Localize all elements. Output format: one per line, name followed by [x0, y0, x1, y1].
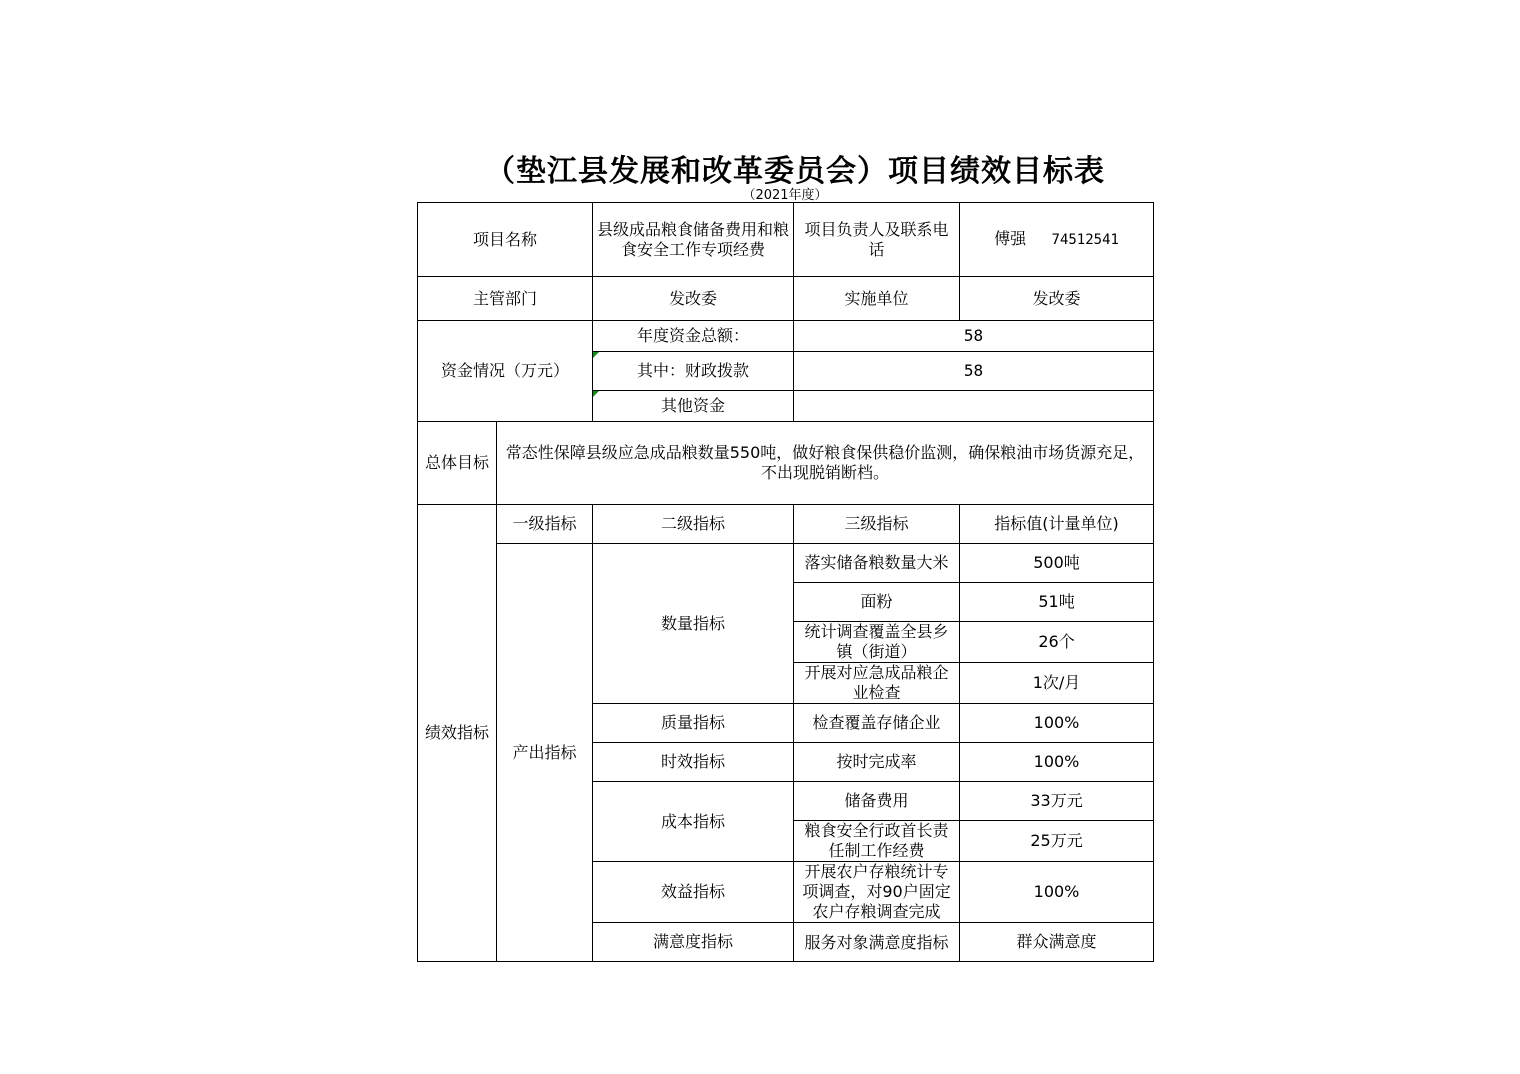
performance-table: [417, 202, 1154, 962]
benefit-label: 效益指标: [593, 862, 794, 923]
time-label: 时效指标: [593, 743, 794, 782]
quality-label: 质量指标: [593, 704, 794, 743]
cost-item-value: 33万元: [960, 782, 1154, 821]
project-name-label: 项目名称: [418, 203, 593, 277]
quantity-item-name: 统计调查覆盖全县乡镇（街道）: [794, 622, 960, 663]
funds-total-label: 年度资金总额：: [593, 321, 794, 352]
project-name-value: 县级成品粮食储备费用和粮食安全工作专项经费: [593, 203, 794, 277]
quantity-item-name: 面粉: [794, 583, 960, 622]
cost-label: 成本指标: [593, 782, 794, 862]
cost-item-name: 粮食安全行政首长责任制工作经费: [794, 821, 960, 862]
contact-phone: 74512541: [1051, 232, 1119, 248]
dept-value: 发改委: [593, 277, 794, 321]
funds-total-value: 58: [794, 321, 1154, 352]
project-name-row: [418, 203, 1154, 277]
indicator-header-row: [418, 505, 1154, 544]
funds-other-label: 其他资金: [593, 391, 794, 422]
col-level1: 一级指标: [497, 505, 593, 544]
funds-fiscal-value: 58: [794, 352, 1154, 391]
funds-fiscal-label: 其中：财政拨款: [593, 352, 794, 391]
contact-cell: [960, 203, 1154, 277]
quality-item-value: 100%: [960, 704, 1154, 743]
contact-name: 傅强: [994, 229, 1027, 248]
cost-item-name: 储备费用: [794, 782, 960, 821]
col-level3: 三级指标: [794, 505, 960, 544]
quantity-item-name: 开展对应急成品粮企业检查: [794, 663, 960, 704]
page-title: （垫江县发展和改革委员会）项目绩效目标表: [485, 154, 1105, 189]
quantity-item-value: 500吨: [960, 544, 1154, 583]
benefit-item-name: 开展农户存粮统计专项调查，对90户固定农户存粮调查完成: [794, 862, 960, 923]
time-item-value: 100%: [960, 743, 1154, 782]
quantity-item-value: 26个: [960, 622, 1154, 663]
funds-total-row: [418, 321, 1154, 352]
goal-text: 常态性保障县级应急成品粮数量550吨，做好粮食保供稳价监测，确保粮油市场货源充足，不出现脱销断档。: [497, 422, 1154, 505]
service-label: 服务对象满意度指标: [794, 923, 960, 962]
quantity-label: 数量指标: [593, 544, 794, 704]
col-value: 指标值(计量单位): [960, 505, 1154, 544]
table-row: [418, 544, 1154, 583]
page-subtitle: （2021年度）: [742, 188, 828, 203]
quantity-item-value: 51吨: [960, 583, 1154, 622]
contact-label: 项目负责人及联系电话: [794, 203, 960, 277]
benefit-item-value: 100%: [960, 862, 1154, 923]
funds-other-value: [794, 391, 1154, 422]
cost-item-value: 25万元: [960, 821, 1154, 862]
department-row: [418, 277, 1154, 321]
quantity-item-name: 落实储备粮数量大米: [794, 544, 960, 583]
dept-label: 主管部门: [418, 277, 593, 321]
time-item-name: 按时完成率: [794, 743, 960, 782]
col-level2: 二级指标: [593, 505, 794, 544]
output-label: 产出指标: [497, 544, 593, 962]
goal-label: 总体目标: [418, 422, 497, 505]
goal-row: [418, 422, 1154, 505]
indicators-label: 绩效指标: [418, 505, 497, 962]
impl-value: 发改委: [960, 277, 1154, 321]
satisfaction-item-name: 群众满意度: [960, 923, 1154, 962]
quantity-item-value: 1次/月: [960, 663, 1154, 704]
funds-label: 资金情况（万元）: [418, 321, 593, 422]
impl-label: 实施单位: [794, 277, 960, 321]
satisfaction-label: 满意度指标: [593, 923, 794, 962]
quality-item-name: 检查覆盖存储企业: [794, 704, 960, 743]
